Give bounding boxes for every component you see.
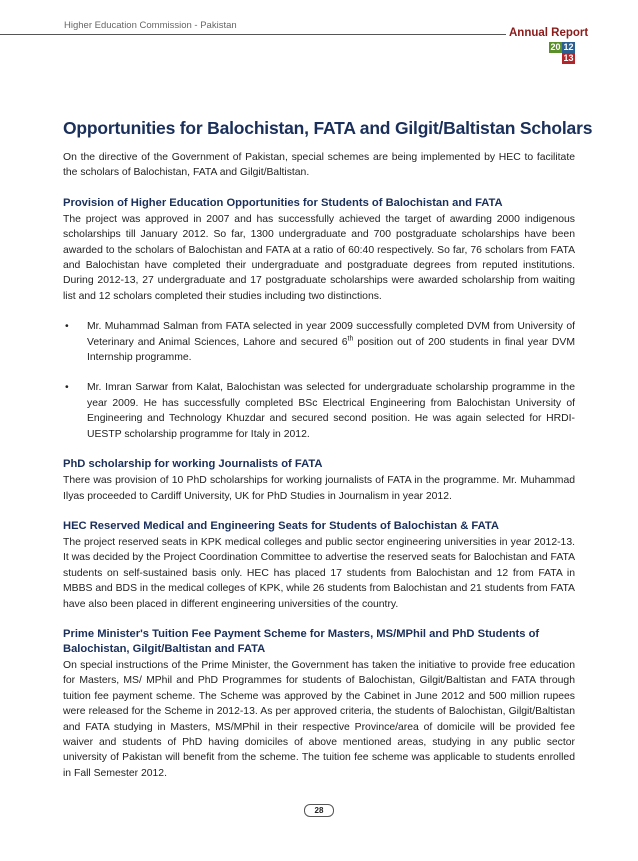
section-heading-balochistan-fata: Provision of Higher Education Opportunities for Students of Balochistan and FATA <box>63 196 503 209</box>
page-title: Opportunities for Balochistan, FATA and Gilgit/Baltistan Scholars <box>63 118 593 138</box>
section-body-reserved-seats: The project reserved seats in KPK medical colleges and public sector engineering universities in year 2012-13. It was decided by the Project Coordination Committee to advertise the reserved seats for Balochistan and FATA students on self-sustained basis only. HEC has placed 17 students from Balochistan and 12 from FATA in MBBS and BDS in the medical colleges of KPK, while 26 students from Balochistan and 21 students from FATA have also been placed in different engineering universities of the country. <box>63 536 575 610</box>
organization-name: Higher Education Commission - Pakistan <box>64 20 237 31</box>
page-number: 28 <box>304 804 334 817</box>
section-heading-phd-journalists: PhD scholarship for working Journalists of FATA <box>63 458 323 471</box>
header-rule <box>0 34 506 35</box>
year-digits-12: 12 <box>563 42 574 52</box>
list-item <box>63 380 575 442</box>
year-digits-20: 20 <box>550 42 561 52</box>
bullet-text-part1: Mr. Muhammad Salman from FATA selected in year 2009 successfully completed DVM from University of Veterinary and Animal Sciences, Lahore and secured 6 <box>87 321 575 348</box>
intro-paragraph: On the directive of the Government of Pakistan, special schemes are being implemented by HEC to facilitate the scholars of Balochistan, FATA and Gilgit/Baltistan. <box>63 152 575 179</box>
annual-report-label: Annual Report <box>509 27 589 39</box>
section-body-balochistan-fata: The project was approved in 2007 and has successfully achieved the target of awarding 2000 indigenous scholarships till January 2012. So far, 1300 undergraduate and 700 postgraduate scholarships have been awarded to the scholars of Balochistan and FATA at a ratio of 60:40 respectively. So far, 76 scholars from FATA and Balochistan have completed their undergraduate and postgraduate degrees from reputed institutions. During 2012-13, 27 undergraduate and 17 postgraduate scholarships were awarded scholarship from waiting list and 12 scholars completed their studies including two distinctions. <box>63 213 575 302</box>
section-body-pm-tuition-scheme: On special instructions of the Prime Minister, the Government has taken the initiative to provide free education for Masters, MS/ MPhil and PhD Programmes for students of Balochistan, Gilgit/Baltistan and FATA through tuition fee payment scheme. The Scheme was approved by the Cabinet in June 2012 and 500 million rupees were released for the Scheme in 2012-13. As per approved criteria, the students of Balochistan, Gilgit/Baltistan and FATA studying in Masters, MS/MPhil in their respective Province/area of domicile will be provided fee waiver and students of PhD having domiciles of above mentioned areas, studying in any public sector university of Pakistan will benefit from the scheme. The tuition fee scheme was applicable to students enrolled in Fall Semester 2012. <box>63 659 575 779</box>
ordinal-suffix: th <box>347 335 354 343</box>
bullet-icon: • <box>65 382 69 394</box>
section-heading-reserved-seats: HEC Reserved Medical and Engineering Seats for Students of Balochistan & FATA <box>63 519 499 532</box>
section-heading-pm-tuition-scheme: Prime Minister's Tuition Fee Payment Scheme for Masters, MS/MPhil and PhD Students of Balochistan, Gilgit/Baltistan and FATA <box>63 627 540 655</box>
bullet-icon: • <box>65 321 69 333</box>
year-spacer <box>549 53 562 64</box>
document-body <box>63 117 593 781</box>
year-badge <box>549 42 575 64</box>
year-digits-13: 13 <box>563 53 574 63</box>
bullet-text: Mr. Imran Sarwar from Kalat, Balochistan was selected for undergraduate scholarship programme in the year 2009. He has successfully completed BSc Electrical Engineering from Balochistan University of Engineering and Technology Khuzdar and secured second position. He was again selected for HRDI-UESTP scholarship programme for Italy in 2012. <box>87 382 575 440</box>
scholar-achievements-list <box>63 319 575 442</box>
bullet-text-part2: position out of 200 students in final year DVM Internship programme. <box>87 336 575 364</box>
section-body-phd-journalists: There was provision of 10 PhD scholarships for working journalists of FATA in the programme. Mr. Muhammad Ilyas proceeded to Cardiff University, UK for PhD Studies in Journalism in year 2012. <box>63 475 575 502</box>
list-item <box>63 319 575 365</box>
